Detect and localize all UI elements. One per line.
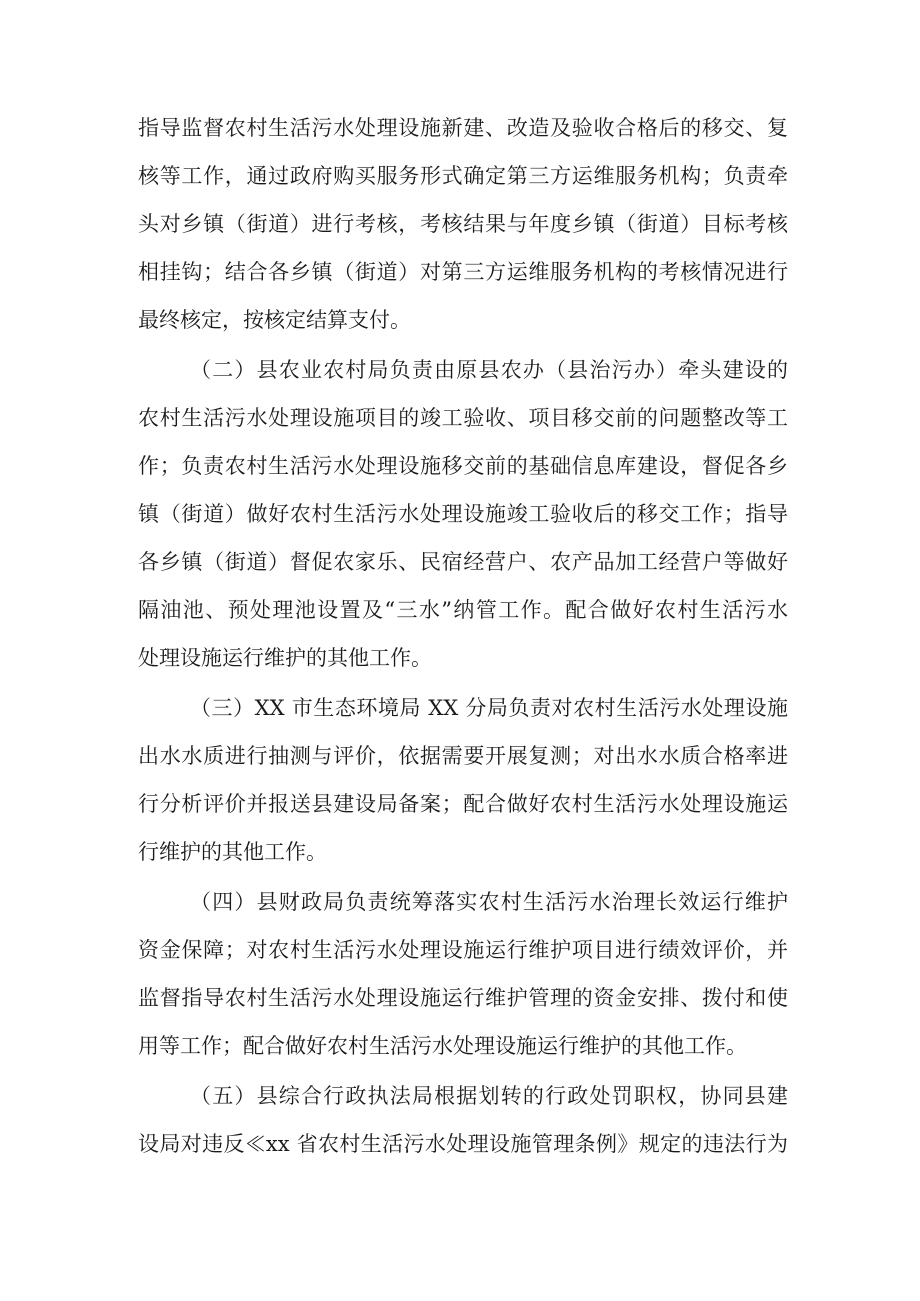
text-line: 核等工作，通过政府购买服务形式确定第三方运维服务机构；负责牵 (138, 164, 788, 188)
text-line: 行分析评价并报送县建设局备案；配合做好农村生活污水处理设施运 (138, 792, 788, 816)
paragraph-first-line: （三）XX 市生态环境局 XX 分局负责对农村生活污水处理设施 (190, 696, 788, 720)
text-line: 监督指导农村生活污水处理设施运行维护管理的资金安排、拨付和使 (138, 986, 788, 1010)
text-line: 指导监督农村生活污水处理设施新建、改造及验收合格后的移交、复 (138, 116, 788, 140)
text-line: 处理设施运行维护的其他工作。 (138, 646, 432, 670)
text-line: 最终核定，按核定结算支付。 (138, 308, 411, 332)
paragraph-first-line: （二）县农业农村局负责由原县农办（县治污办）牵头建设的 (190, 358, 788, 382)
text-line: 用等工作；配合做好农村生活污水处理设施运行维护的其他工作。 (138, 1034, 747, 1058)
text-line: 镇（街道）做好农村生活污水处理设施竣工验收后的移交工作；指导 (138, 502, 788, 526)
text-line: 行维护的其他工作。 (138, 840, 327, 864)
text-line: 作；负责农村生活污水处理设施移交前的基础信息库建设，督促各乡 (138, 454, 788, 478)
paragraph-first-line: （五）县综合行政执法局根据划转的行政处罚职权，协同县建 (190, 1084, 788, 1108)
text-line: 各乡镇（街道）督促农家乐、民宿经营户、农产品加工经营户等做好 (138, 550, 788, 574)
text-line: 资金保障；对农村生活污水处理设施运行维护项目进行绩效评价，并 (138, 938, 788, 962)
text-line: 相挂钩；结合各乡镇（街道）对第三方运维服务机构的考核情况进行 (138, 260, 788, 284)
text-line: 农村生活污水处理设施项目的竣工验收、项目移交前的问题整改等工 (138, 406, 788, 430)
paragraph-first-line: （四）县财政局负责统筹落实农村生活污水治理长效运行维护 (190, 890, 788, 914)
text-line: 设局对违反≪xx 省农村生活污水处理设施管理条例》规定的违法行为 (138, 1132, 788, 1156)
text-line: 头对乡镇（街道）进行考核，考核结果与年度乡镇（街道）目标考核 (138, 212, 788, 236)
text-line: 出水水质进行抽测与评价，依据需要开展复测；对出水水质合格率进 (138, 744, 788, 768)
text-line: 隔油池、预处理池设置及“三水”纳管工作。配合做好农村生活污水 (138, 598, 788, 622)
